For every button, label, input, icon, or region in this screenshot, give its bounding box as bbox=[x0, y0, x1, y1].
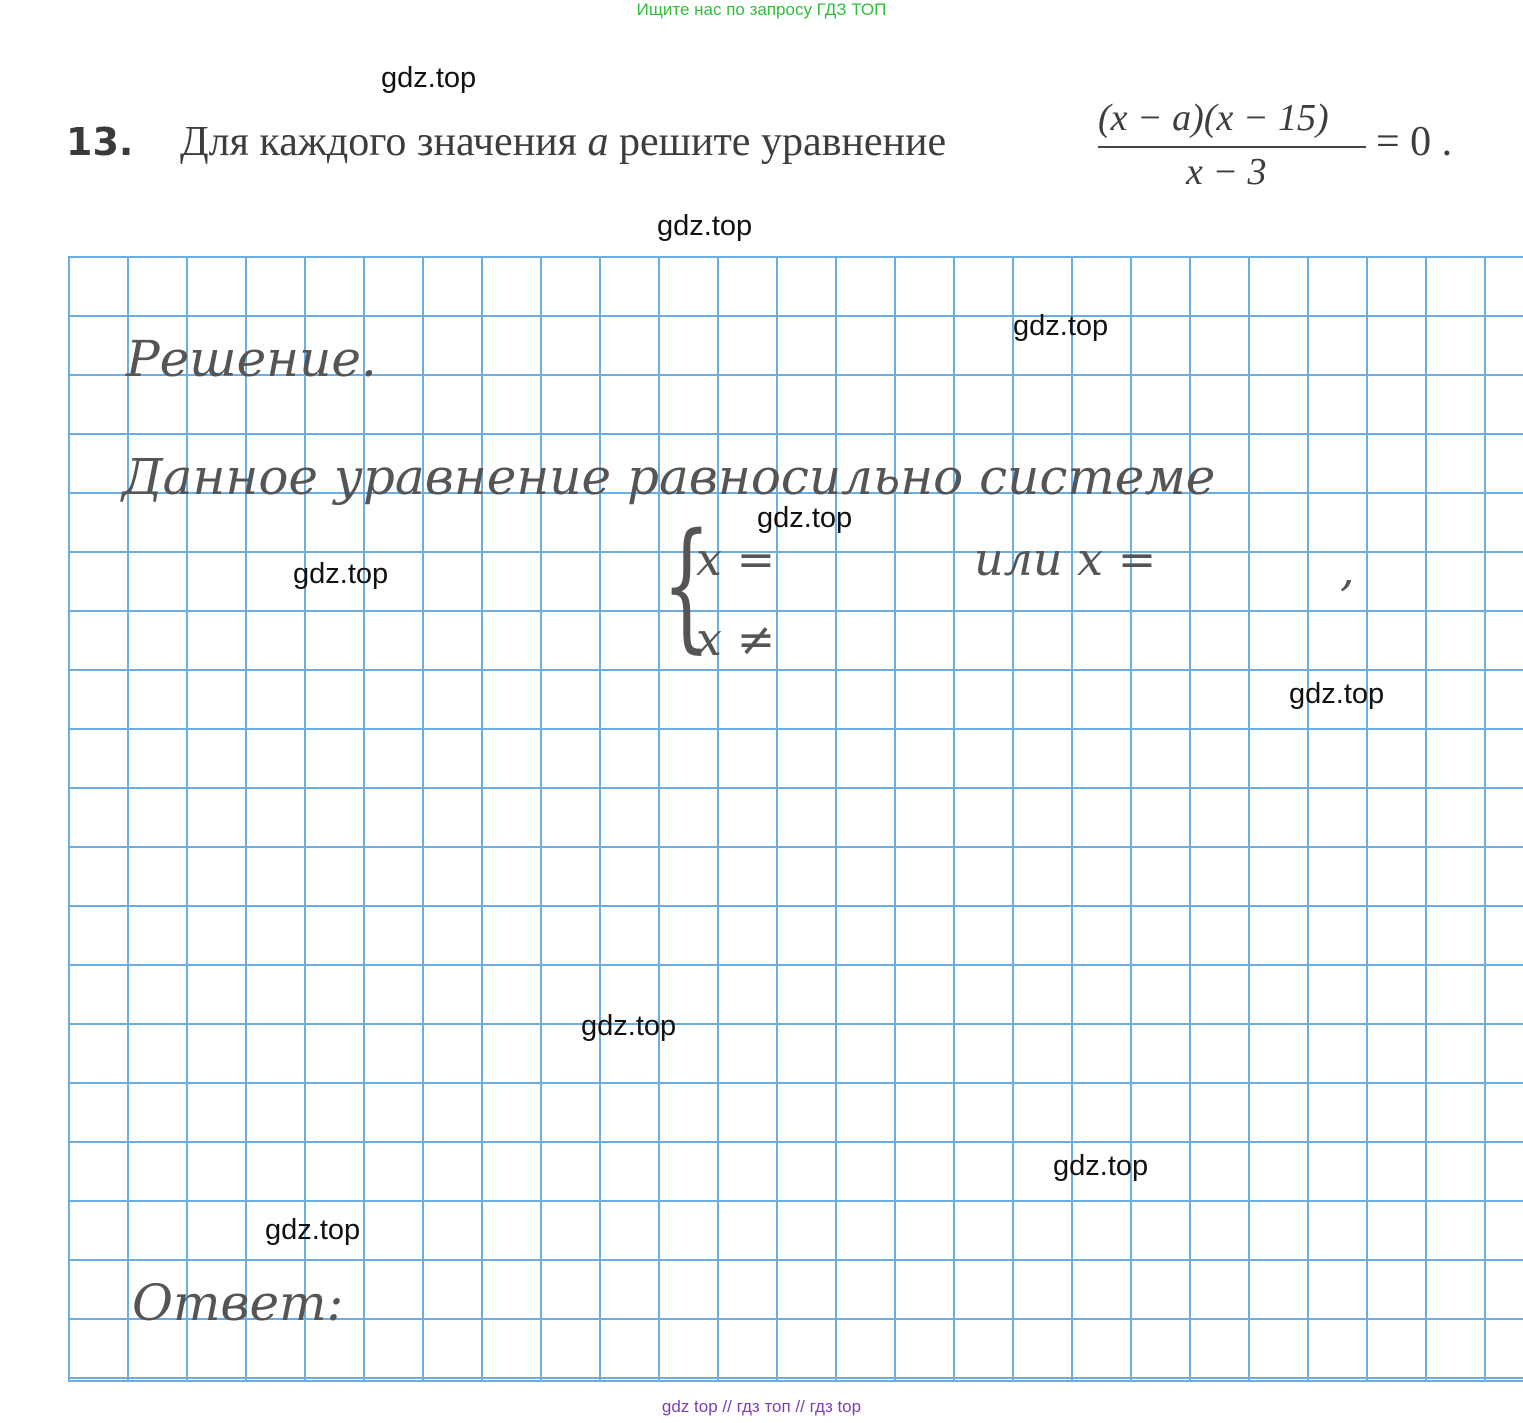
problem-text-after: решите уравнение bbox=[618, 119, 947, 165]
watermark: gdz.top bbox=[293, 558, 389, 590]
watermark: gdz.top bbox=[581, 1010, 677, 1042]
problem-variable: a bbox=[587, 119, 609, 165]
system-row-2: x ≠ bbox=[696, 612, 776, 666]
fraction-numerator: (x − a)(x − 15) bbox=[1098, 97, 1329, 139]
problem-number: 13. bbox=[66, 120, 134, 164]
fraction-denominator: x − 3 bbox=[1186, 151, 1267, 193]
fraction-bar bbox=[1098, 146, 1366, 148]
bottom-banner[interactable]: gdz top // гдз топ // гдз top bbox=[661, 1397, 862, 1416]
watermark: gdz.top bbox=[757, 502, 853, 534]
system-brace: { bbox=[662, 504, 711, 667]
system-row-1: x = bbox=[696, 532, 776, 586]
watermark: gdz.top bbox=[657, 210, 753, 242]
or-expression: или x = bbox=[974, 532, 1157, 586]
solution-heading: Решение. bbox=[126, 330, 377, 388]
solution-line-1: Данное уравнение равносильно системе bbox=[122, 448, 1216, 506]
top-banner[interactable]: Ищите нас по запросу ГДЗ ТОП bbox=[636, 0, 887, 19]
answer-label: Ответ: bbox=[132, 1274, 344, 1332]
equation-tail: = 0 . bbox=[1376, 119, 1453, 165]
watermark: gdz.top bbox=[1013, 310, 1109, 342]
problem-statement bbox=[180, 118, 946, 166]
watermark: gdz.top bbox=[1289, 678, 1385, 710]
comma: , bbox=[1340, 542, 1355, 596]
problem-text-before: Для каждого значения bbox=[180, 119, 577, 165]
watermark: gdz.top bbox=[1053, 1150, 1149, 1182]
watermark: gdz.top bbox=[265, 1214, 361, 1246]
watermark: gdz.top bbox=[381, 62, 477, 94]
